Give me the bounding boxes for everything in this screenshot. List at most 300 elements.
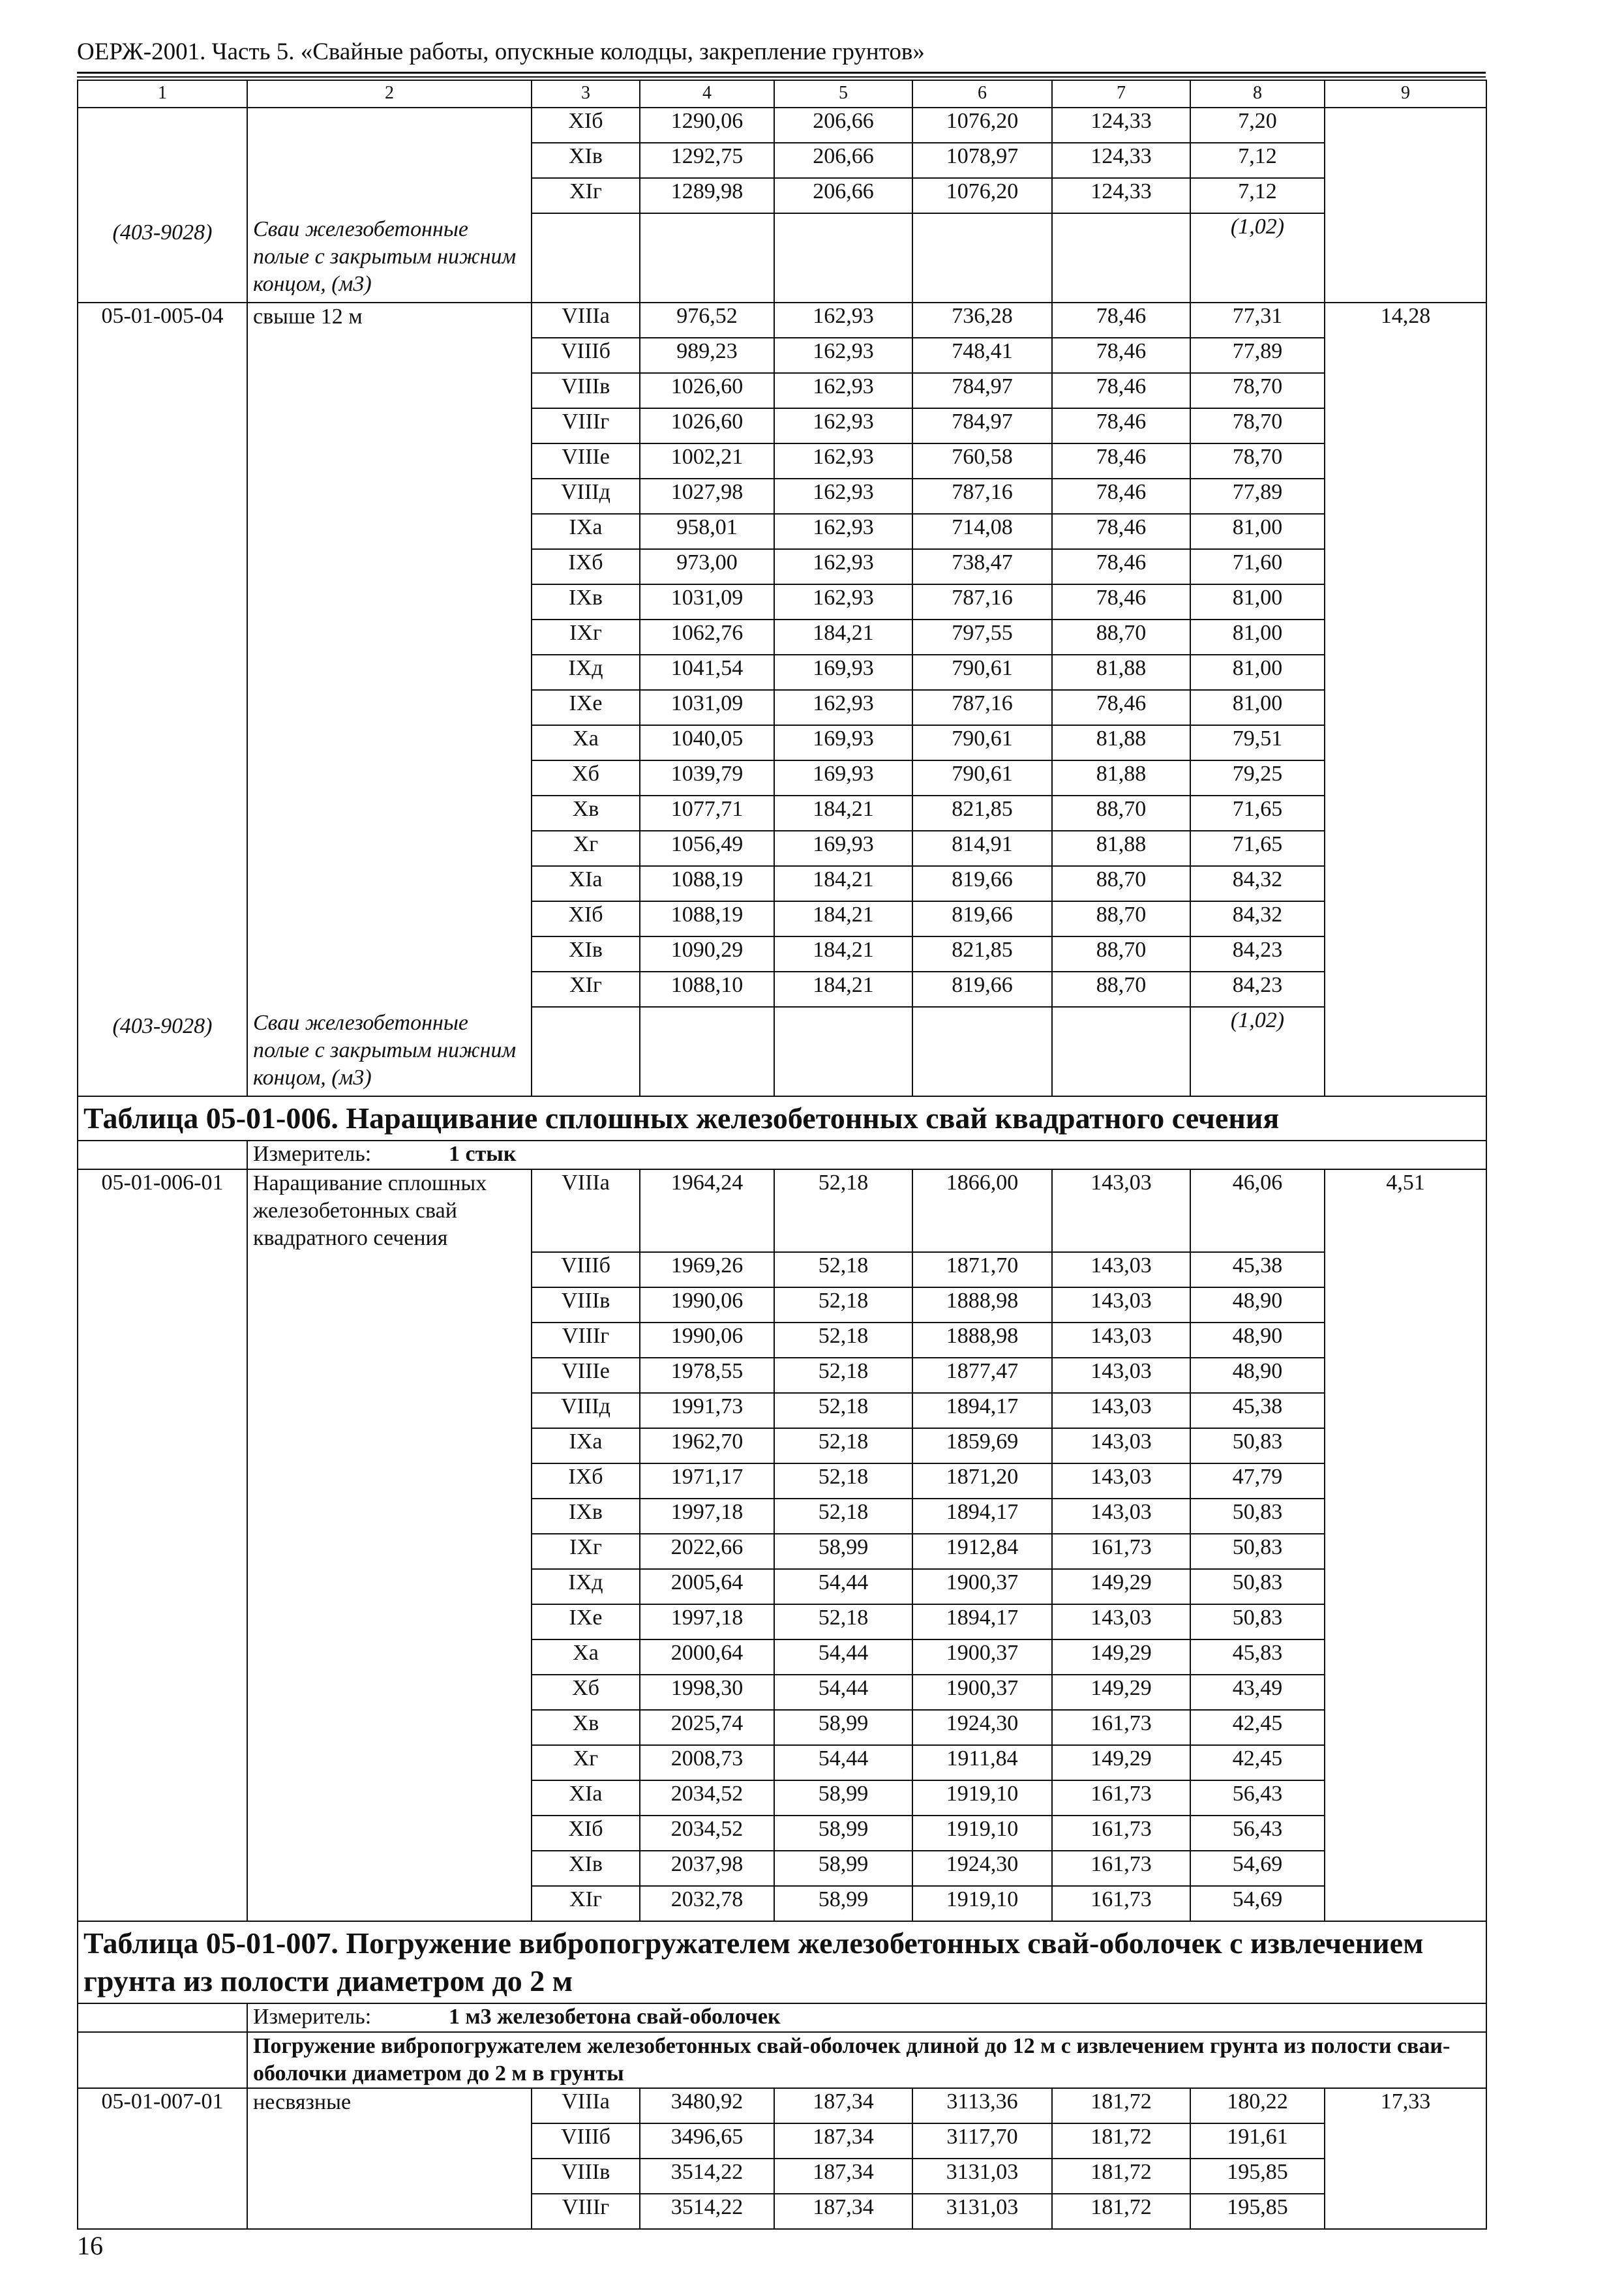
table-row [78,901,1486,936]
empty-cell [78,972,247,1007]
empty-cell [774,1007,912,1096]
price-value: 52,18 [774,1604,912,1639]
empty-cell [1325,1534,1486,1569]
zone-code: VIIIг [532,408,640,443]
price-value: 3131,03 [912,2194,1052,2229]
empty-cell [247,584,532,620]
price-value: 48,90 [1190,1323,1325,1358]
empty-cell [1325,866,1486,901]
empty-cell [1325,143,1486,178]
zone-code: VIIIа [532,2088,640,2123]
price-value: 1900,37 [912,1569,1052,1604]
empty-cell [78,1393,247,1428]
empty-cell [78,936,247,972]
price-value: 169,93 [774,655,912,690]
table-row [78,1428,1486,1463]
empty-cell [1325,2194,1486,2229]
price-value: 149,29 [1052,1569,1190,1604]
empty-cell [247,1393,532,1428]
empty-cell [78,373,247,408]
empty-cell [1325,690,1486,725]
table-row [78,1393,1486,1428]
price-value: 143,03 [1052,1393,1190,1428]
table-row [78,1639,1486,1675]
price-value: 819,66 [912,866,1052,901]
empty-cell [1325,1393,1486,1428]
empty-cell [1325,1463,1486,1499]
price-value: 989,23 [640,338,774,373]
price-value: 191,61 [1190,2123,1325,2159]
price-value: 78,46 [1052,479,1190,514]
price-value: 88,70 [1052,936,1190,972]
table-row [78,2194,1486,2229]
price-value: 81,00 [1190,620,1325,655]
price-value: 976,52 [640,303,774,338]
table-row [78,338,1486,373]
table-row [78,408,1486,443]
price-value: 50,83 [1190,1499,1325,1534]
price-value: 58,99 [774,1816,912,1851]
price-value: 46,06 [1190,1169,1325,1252]
price-value: 819,66 [912,901,1052,936]
empty-cell [247,1780,532,1816]
price-value: 1859,69 [912,1428,1052,1463]
price-value: 162,93 [774,690,912,725]
table-row [78,1604,1486,1639]
empty-cell [78,1499,247,1534]
price-value: 1978,55 [640,1358,774,1393]
group-row [78,2032,1486,2088]
price-value: 78,46 [1052,584,1190,620]
price-value: 738,47 [912,549,1052,584]
empty-cell [78,1816,247,1851]
empty-cell [247,901,532,936]
zone-code: VIIIг [532,1323,640,1358]
measure-row [78,1141,1486,1169]
empty-cell [78,690,247,725]
table-title: Таблица 05-01-007. Погружение вибропогружателем железобетонных свай-оболочек с извлечением грунта из полости диаметром до 2 м [78,1921,1486,2003]
zone-code: XIв [532,143,640,178]
zone-code: IXд [532,1569,640,1604]
price-value: 1290,06 [640,108,774,143]
empty-cell [1325,1710,1486,1745]
empty-cell [78,1463,247,1499]
empty-cell [532,213,640,303]
table-row [78,303,1486,338]
empty-cell [78,1851,247,1886]
empty-cell [1325,479,1486,514]
empty-cell [247,178,532,213]
zone-code: IXб [532,549,640,584]
price-value: 784,97 [912,408,1052,443]
table-row [78,760,1486,796]
empty-cell [912,213,1052,303]
price-value: 206,66 [774,143,912,178]
price-value: 162,93 [774,443,912,479]
empty-cell [78,831,247,866]
price-value: 81,88 [1052,655,1190,690]
price-value: 1900,37 [912,1639,1052,1675]
table-row [78,866,1486,901]
price-value: 1289,98 [640,178,774,213]
price-value: 1894,17 [912,1604,1052,1639]
table-row [78,514,1486,549]
price-value: 52,18 [774,1323,912,1358]
price-value: 50,83 [1190,1604,1325,1639]
price-value: 124,33 [1052,178,1190,213]
price-value: 2005,64 [640,1569,774,1604]
zone-code: XIб [532,1816,640,1851]
zone-code: XIв [532,936,640,972]
price-value: 143,03 [1052,1287,1190,1323]
empty-cell [247,1816,532,1851]
price-value: 1969,26 [640,1252,774,1287]
zone-code: Xа [532,725,640,760]
table-row [78,1358,1486,1393]
price-value: 1991,73 [640,1393,774,1428]
table-row [78,2159,1486,2194]
header-rule-thin [77,76,1486,78]
table-row [78,972,1486,1007]
price-value: 1962,70 [640,1428,774,1463]
price-value: 1090,29 [640,936,774,972]
reference-code: (403-9028) [78,1007,247,1096]
price-value: 1912,84 [912,1534,1052,1569]
price-value: 1894,17 [912,1393,1052,1428]
empty-cell [247,479,532,514]
price-value: 1041,54 [640,655,774,690]
table-row [78,725,1486,760]
price-value: 1997,18 [640,1604,774,1639]
price-value: 54,44 [774,1569,912,1604]
page-number: 16 [77,2231,103,2260]
zone-code: Xг [532,831,640,866]
empty-cell [1325,514,1486,549]
price-value: 77,31 [1190,303,1325,338]
price-value: 760,58 [912,443,1052,479]
empty-cell [247,443,532,479]
price-value: 1076,20 [912,108,1052,143]
table-row [78,1534,1486,1569]
price-value: 187,34 [774,2123,912,2159]
price-value: 52,18 [774,1428,912,1463]
empty-cell [247,796,532,831]
price-value: 1919,10 [912,1816,1052,1851]
price-value: 787,16 [912,584,1052,620]
price-value: 78,46 [1052,373,1190,408]
price-value: 819,66 [912,972,1052,1007]
empty-cell [78,1710,247,1745]
empty-cell [247,2159,532,2194]
price-value: 84,32 [1190,901,1325,936]
price-value: 78,46 [1052,549,1190,584]
empty-cell [78,1886,247,1921]
empty-cell [78,2123,247,2159]
price-value: 52,18 [774,1252,912,1287]
price-value: 143,03 [1052,1428,1190,1463]
price-value: 2034,52 [640,1780,774,1816]
zone-code: XIб [532,108,640,143]
price-value: 1971,17 [640,1463,774,1499]
table-row [78,1569,1486,1604]
table-row [78,108,1486,143]
norm-value: 14,28 [1325,303,1486,338]
empty-cell [78,1604,247,1639]
empty-cell [1325,1499,1486,1534]
empty-cell [247,1745,532,1780]
zone-code: Xв [532,796,640,831]
zone-code: XIг [532,178,640,213]
empty-cell [1325,584,1486,620]
price-value: 78,46 [1052,514,1190,549]
price-value: 1026,60 [640,408,774,443]
table-row [78,443,1486,479]
price-value: 78,46 [1052,690,1190,725]
empty-cell [78,796,247,831]
empty-cell [78,549,247,584]
empty-cell [78,1639,247,1675]
empty-cell [247,1463,532,1499]
table-row [78,1499,1486,1534]
price-value: 58,99 [774,1534,912,1569]
column-number: 8 [1190,80,1325,108]
price-value: 1866,00 [912,1169,1052,1252]
price-value: 143,03 [1052,1499,1190,1534]
price-value: 180,22 [1190,2088,1325,2123]
empty-cell [78,2159,247,2194]
price-value: 50,83 [1190,1428,1325,1463]
empty-cell [247,408,532,443]
empty-cell [247,690,532,725]
measure-cell [247,2003,1486,2032]
empty-cell [1325,1745,1486,1780]
price-value: 206,66 [774,108,912,143]
empty-cell [640,1007,774,1096]
measure-cell [247,1141,1486,1169]
price-value: 81,00 [1190,690,1325,725]
price-value: 162,93 [774,549,912,584]
price-value: 162,93 [774,408,912,443]
empty-cell [1325,213,1486,303]
price-value: 3131,03 [912,2159,1052,2194]
empty-cell [247,725,532,760]
empty-cell [1325,831,1486,866]
reference-description: Сваи железобетонные полые с закрытым нижним концом, (м3) [247,213,532,303]
empty-cell [1325,1675,1486,1710]
table-row [78,2088,1486,2123]
item-description: Наращивание сплошных железобетонных свай квадратного сечения [247,1169,532,1252]
price-value: 143,03 [1052,1252,1190,1287]
empty-cell [1325,2123,1486,2159]
price-value: 1871,20 [912,1463,1052,1499]
price-value: 2034,52 [640,1816,774,1851]
price-value: 195,85 [1190,2194,1325,2229]
empty-cell [247,655,532,690]
price-value: 184,21 [774,901,912,936]
price-value: 195,85 [1190,2159,1325,2194]
price-value: 79,25 [1190,760,1325,796]
empty-cell [1325,1851,1486,1886]
empty-cell [912,1007,1052,1096]
price-value: 2032,78 [640,1886,774,1921]
price-value: 149,29 [1052,1639,1190,1675]
table-row [78,1463,1486,1499]
price-value: 50,83 [1190,1534,1325,1569]
price-value: 81,88 [1052,831,1190,866]
empty-cell [247,2123,532,2159]
price-value: 78,70 [1190,443,1325,479]
price-value: 54,44 [774,1745,912,1780]
empty-cell [1052,1007,1190,1096]
zone-code: VIIIа [532,1169,640,1252]
price-value: 1894,17 [912,1499,1052,1534]
price-value: 84,23 [1190,936,1325,972]
price-value: 143,03 [1052,1604,1190,1639]
column-number: 6 [912,80,1052,108]
table-row [78,1710,1486,1745]
measure-label: Измеритель: [253,2005,372,2029]
price-value: 161,73 [1052,1816,1190,1851]
price-value: 162,93 [774,338,912,373]
price-value: 81,00 [1190,655,1325,690]
price-value: 88,70 [1052,901,1190,936]
price-value: 2025,74 [640,1710,774,1745]
price-value: 1990,06 [640,1287,774,1323]
table-row [78,1886,1486,1921]
reference-coefficient: (1,02) [1190,213,1325,303]
zone-code: XIб [532,901,640,936]
price-value: 58,99 [774,1710,912,1745]
price-value: 790,61 [912,655,1052,690]
empty-cell [247,1534,532,1569]
price-value: 169,93 [774,831,912,866]
empty-cell [247,2194,532,2229]
empty-cell [1325,936,1486,972]
price-value: 1031,09 [640,690,774,725]
price-value: 81,88 [1052,760,1190,796]
reference-code: (403-9028) [78,213,247,303]
zone-code: VIIIв [532,1287,640,1323]
price-value: 81,88 [1052,725,1190,760]
empty-cell [1325,108,1486,143]
price-value: 748,41 [912,338,1052,373]
price-value: 161,73 [1052,1780,1190,1816]
price-value: 143,03 [1052,1323,1190,1358]
empty-cell [78,479,247,514]
price-value: 1026,60 [640,373,774,408]
empty-cell [1325,178,1486,213]
price-value: 58,99 [774,1780,912,1816]
price-value: 71,65 [1190,831,1325,866]
zone-code: VIIIе [532,443,640,479]
empty-cell [1325,901,1486,936]
zone-code: VIIIг [532,2194,640,2229]
zone-code: IXа [532,514,640,549]
price-value: 1877,47 [912,1358,1052,1393]
price-value: 47,79 [1190,1463,1325,1499]
price-value: 184,21 [774,620,912,655]
empty-cell [78,514,247,549]
price-value: 1056,49 [640,831,774,866]
table-row [78,1780,1486,1816]
column-number: 5 [774,80,912,108]
price-value: 54,44 [774,1639,912,1675]
price-value: 2022,66 [640,1534,774,1569]
item-code: 05-01-005-04 [78,303,247,338]
zone-code: IXв [532,584,640,620]
price-value: 58,99 [774,1886,912,1921]
empty-cell [1052,213,1190,303]
price-value: 1888,98 [912,1323,1052,1358]
zone-code: IXг [532,1534,640,1569]
empty-cell [1325,373,1486,408]
price-value: 1062,76 [640,620,774,655]
price-value: 736,28 [912,303,1052,338]
price-value: 187,34 [774,2159,912,2194]
price-value: 181,72 [1052,2194,1190,2229]
price-value: 56,43 [1190,1780,1325,1816]
zone-code: VIIIб [532,2123,640,2159]
zone-code: VIIIв [532,373,640,408]
price-value: 56,43 [1190,1816,1325,1851]
price-value: 143,03 [1052,1358,1190,1393]
price-value: 149,29 [1052,1675,1190,1710]
empty-cell [78,2003,247,2032]
price-value: 1040,05 [640,725,774,760]
price-value: 52,18 [774,1463,912,1499]
price-value: 161,73 [1052,1851,1190,1886]
zone-code: IXв [532,1499,640,1534]
zone-code: Xб [532,760,640,796]
empty-cell [247,549,532,584]
price-value: 45,38 [1190,1252,1325,1287]
zone-code: Xа [532,1639,640,1675]
empty-cell [78,760,247,796]
header-rule-thick [77,72,1486,74]
empty-cell [1325,655,1486,690]
price-value: 1088,19 [640,866,774,901]
price-value: 714,08 [912,514,1052,549]
empty-cell [78,2194,247,2229]
empty-cell [78,725,247,760]
empty-cell [78,901,247,936]
price-value: 81,00 [1190,584,1325,620]
price-value: 3514,22 [640,2194,774,2229]
price-value: 71,65 [1190,796,1325,831]
empty-cell [1325,1428,1486,1463]
price-value: 1088,10 [640,972,774,1007]
table-row [78,1287,1486,1323]
empty-cell [78,143,247,178]
item-code: 05-01-007-01 [78,2088,247,2123]
price-value: 1002,21 [640,443,774,479]
price-value: 162,93 [774,584,912,620]
empty-cell [78,2032,247,2088]
table-row [78,1816,1486,1851]
empty-cell [78,178,247,213]
price-value: 71,60 [1190,549,1325,584]
empty-cell [1325,549,1486,584]
price-value: 54,44 [774,1675,912,1710]
empty-cell [247,1287,532,1323]
empty-cell [774,213,912,303]
zone-code: XIг [532,972,640,1007]
empty-cell [247,1710,532,1745]
empty-cell [247,1675,532,1710]
price-value: 187,34 [774,2194,912,2229]
reference-row [78,1007,1486,1096]
zone-code: Xб [532,1675,640,1710]
